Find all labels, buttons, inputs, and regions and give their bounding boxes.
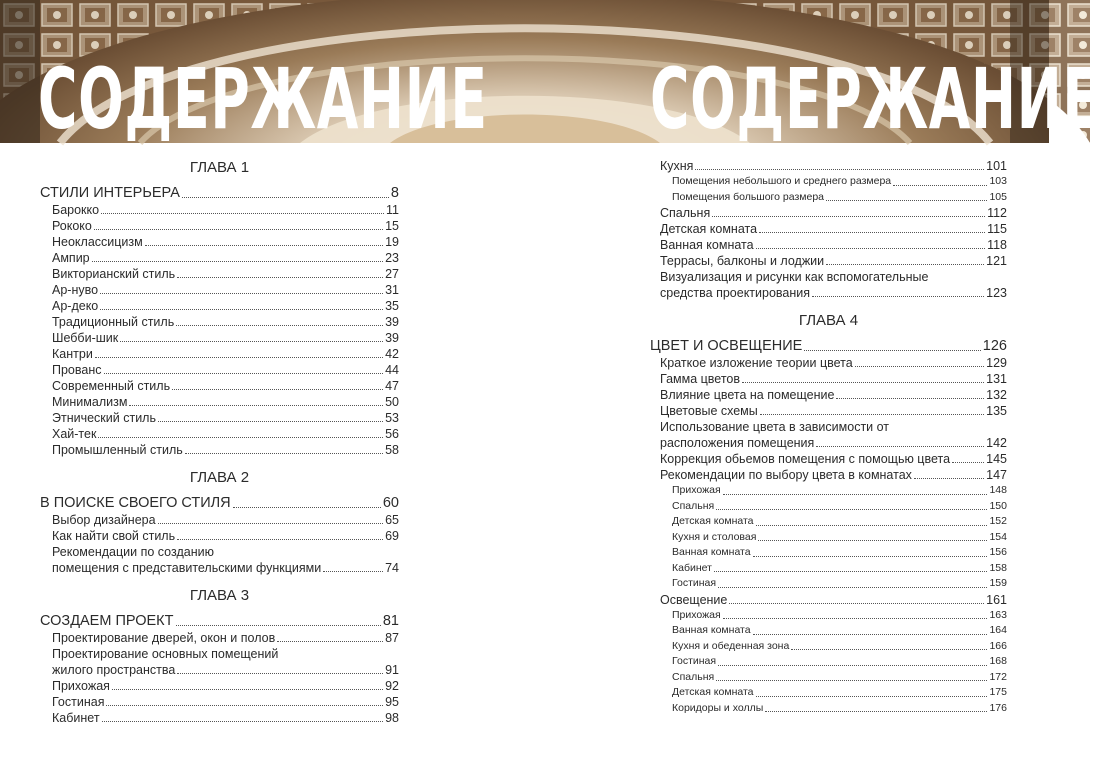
entry-title: Традиционный стиль	[52, 315, 175, 329]
dot-leader	[723, 618, 988, 619]
toc-entry[interactable]	[40, 560, 399, 576]
entry-title: Помещения небольшого и среднего размера	[672, 175, 892, 187]
dot-leader	[718, 587, 987, 588]
entry-page: 39	[385, 331, 399, 345]
toc-entry[interactable]	[650, 371, 1007, 387]
entry-page: 126	[982, 338, 1007, 354]
entry-page: 91	[385, 663, 399, 677]
entry-title: помещения с представительскими функциями	[52, 561, 322, 575]
entry-title: средства проектирования	[660, 286, 811, 300]
entry-page: 53	[385, 411, 399, 425]
entry-title: Кухня и столовая	[672, 530, 757, 543]
toc-subentry[interactable]	[650, 190, 1007, 206]
toc-subentry[interactable]	[650, 608, 1007, 624]
dot-leader	[177, 277, 383, 278]
dot-leader	[756, 696, 988, 697]
entry-title: Детская комната	[672, 686, 754, 698]
chapter-2-heading: ГЛАВА 2	[189, 469, 250, 486]
entry-page: 115	[987, 222, 1007, 236]
toc-entry[interactable]	[650, 403, 1007, 419]
dot-leader	[952, 462, 984, 463]
entry-page: 27	[385, 267, 399, 281]
dot-leader	[760, 414, 984, 415]
toc-entry[interactable]	[40, 330, 399, 346]
entry-page: 150	[989, 499, 1007, 512]
toc-entry[interactable]	[650, 285, 1007, 301]
dot-leader	[759, 232, 985, 233]
toc-entry[interactable]	[40, 218, 399, 234]
chapter-3-heading: ГЛАВА 3	[189, 587, 250, 604]
toc-entry[interactable]	[40, 630, 399, 646]
chapter-4-heading: ГЛАВА 4	[798, 312, 859, 329]
dot-leader	[812, 296, 984, 297]
toc-right-column	[650, 158, 1007, 716]
dot-leader	[695, 169, 984, 170]
toc-entry[interactable]	[650, 205, 1007, 221]
toc-subentry[interactable]	[650, 483, 1007, 499]
dot-leader	[233, 507, 381, 508]
dot-leader	[112, 689, 383, 690]
entry-title: Кантри	[52, 347, 93, 361]
dot-leader	[804, 350, 980, 351]
dot-leader	[753, 556, 988, 557]
entry-title: Гостиная	[672, 655, 717, 667]
dot-leader	[104, 373, 384, 374]
entry-title: Ар-деко	[52, 299, 99, 313]
entry-page: 129	[986, 356, 1007, 370]
dot-leader	[106, 705, 383, 706]
toc-entry[interactable]	[40, 314, 399, 330]
dot-leader	[323, 571, 383, 572]
entry-title: Террасы, балконы и лоджии	[660, 254, 825, 268]
entry-title: Детская комната	[660, 222, 758, 236]
toc-entry[interactable]	[650, 253, 1007, 269]
toc-entry[interactable]	[650, 435, 1007, 451]
entry-title: Рококо	[52, 219, 92, 233]
entry-title: Кухня	[660, 159, 694, 173]
toc-entry[interactable]	[40, 298, 399, 314]
toc-subentry[interactable]	[650, 561, 1007, 577]
entry-title: Барокко	[52, 203, 100, 217]
entry-title: Проектирование дверей, окон и полов	[52, 631, 276, 645]
toc-subentry[interactable]	[650, 499, 1007, 515]
dot-leader	[816, 446, 984, 447]
toc-entry-line1[interactable]: Использование цвета в зависимости от	[660, 420, 890, 434]
entry-page: 154	[989, 530, 1007, 543]
dot-leader	[182, 197, 389, 198]
entry-page: 44	[385, 363, 399, 377]
entry-page: 101	[986, 159, 1007, 173]
entry-page: 168	[989, 655, 1007, 667]
entry-title: Шебби-шик	[52, 331, 119, 345]
dot-leader	[723, 494, 988, 495]
entry-page: 65	[385, 513, 399, 527]
entry-title: Спальня	[672, 670, 715, 683]
entry-page: 8	[390, 185, 399, 201]
entry-page: 158	[989, 561, 1007, 574]
entry-title: Гостиная	[672, 577, 717, 589]
toc-entry[interactable]	[40, 426, 399, 442]
toc-entry[interactable]	[40, 512, 399, 528]
entry-title: Краткое изложение теории цвета	[660, 356, 853, 370]
toc-entry[interactable]	[650, 158, 1007, 174]
dot-leader	[94, 229, 383, 230]
entry-title: Ампир	[52, 251, 90, 265]
entry-title: Помещения большого размера	[672, 190, 825, 203]
toc-chapter-entry[interactable]	[650, 337, 1007, 355]
entry-page: 60	[382, 495, 399, 511]
entry-page: 15	[385, 219, 399, 233]
toc-entry[interactable]	[40, 362, 399, 378]
dot-leader	[791, 649, 987, 650]
toc-left-column	[40, 158, 399, 726]
dot-leader	[729, 603, 984, 604]
entry-title: Гамма цветов	[660, 372, 741, 386]
entry-page: 69	[385, 529, 399, 543]
toc-chapter-entry[interactable]	[40, 494, 399, 512]
dot-leader	[177, 539, 383, 540]
toc-entry[interactable]	[650, 592, 1007, 608]
entry-page: 105	[989, 190, 1007, 203]
dot-leader	[95, 357, 383, 358]
toc-entry[interactable]	[40, 282, 399, 298]
entry-page: 135	[986, 404, 1007, 418]
entry-title: жилого пространства	[52, 663, 176, 677]
dot-leader	[742, 382, 984, 383]
entry-page: 159	[989, 577, 1007, 589]
toc-entry-line1[interactable]: Рекомендации по созданию	[52, 545, 214, 559]
dot-leader	[172, 389, 383, 390]
entry-page: 156	[989, 546, 1007, 558]
dot-leader	[716, 680, 987, 681]
dot-leader	[756, 248, 986, 249]
toc-entry[interactable]	[40, 528, 399, 544]
entry-page: 35	[385, 299, 399, 313]
entry-page: 163	[989, 608, 1007, 621]
dot-leader	[714, 571, 988, 572]
dot-leader	[177, 673, 383, 674]
toc-subentry[interactable]	[650, 654, 1007, 670]
entry-title: Ванная комната	[672, 624, 751, 636]
dot-leader	[836, 398, 984, 399]
entry-page: 164	[989, 624, 1007, 636]
entry-title: Неоклассицизм	[52, 235, 143, 249]
dot-leader	[893, 185, 987, 186]
ceiling-banner	[0, 0, 1100, 148]
entry-title: Выбор дизайнера	[52, 513, 156, 527]
entry-title: Промышленный стиль	[52, 443, 183, 457]
dot-leader	[98, 437, 383, 438]
dot-leader	[145, 245, 383, 246]
toc-subentry[interactable]	[650, 685, 1007, 701]
toc-subentry[interactable]	[650, 530, 1007, 546]
dot-leader	[758, 540, 987, 541]
entry-title: ЦВЕТ И ОСВЕЩЕНИЕ	[650, 338, 803, 354]
toc-entry[interactable]	[40, 234, 399, 250]
dot-leader	[756, 525, 988, 526]
dot-leader	[826, 264, 984, 265]
dot-leader	[914, 478, 984, 479]
toc-entry[interactable]	[40, 378, 399, 394]
entry-page: 31	[385, 283, 399, 297]
entry-page: 58	[385, 443, 399, 457]
entry-title: Прихожая	[52, 679, 110, 693]
entry-title: Спальня	[672, 499, 715, 512]
entry-title: Детская комната	[672, 515, 754, 527]
dot-leader	[712, 216, 985, 217]
entry-page: 95	[385, 695, 399, 709]
entry-page: 131	[986, 372, 1007, 386]
entry-title: Этнический стиль	[52, 411, 156, 425]
dot-leader	[129, 405, 383, 406]
toc-chapter-entry[interactable]	[40, 612, 399, 630]
entry-page: 142	[986, 436, 1007, 450]
entry-title: Влияние цвета на помещение	[660, 388, 835, 402]
toc-subentry[interactable]	[650, 514, 1007, 530]
toc-entry[interactable]	[650, 451, 1007, 467]
contents-title-left: СОДЕРЖАНИЕ	[38, 50, 488, 148]
toc-entry[interactable]	[40, 710, 399, 726]
entry-page: 74	[385, 561, 399, 575]
entry-page: 152	[989, 515, 1007, 527]
toc-entry-line1[interactable]: Визуализация и рисунки как вспомогательные	[660, 270, 929, 284]
toc-entry[interactable]	[40, 662, 399, 678]
entry-page: 175	[989, 686, 1007, 698]
entry-page: 148	[989, 484, 1007, 496]
entry-title: Освещение	[660, 592, 728, 607]
entry-page: 118	[987, 238, 1007, 252]
entry-title: Минимализм	[52, 395, 128, 409]
toc-entry[interactable]	[40, 346, 399, 362]
entry-title: Ар-нуво	[52, 283, 99, 297]
entry-title: Рекомендации по выбору цвета в комнатах	[660, 468, 912, 482]
dot-leader	[101, 213, 384, 214]
entry-title: Прихожая	[672, 608, 721, 621]
entry-page: 132	[986, 388, 1007, 402]
toc-entry[interactable]	[40, 266, 399, 282]
dot-leader	[826, 200, 987, 201]
entry-title: Гостиная	[52, 695, 105, 709]
toc-entry[interactable]	[40, 394, 399, 410]
entry-page: 47	[385, 379, 399, 393]
entry-title: Спальня	[660, 206, 711, 220]
entry-title: СОЗДАЕМ ПРОЕКТ	[40, 613, 174, 629]
dot-leader	[855, 366, 984, 367]
toc-subentry[interactable]	[650, 174, 1007, 190]
toc-chapter-entry[interactable]	[40, 184, 399, 202]
entry-title: Кабинет	[52, 711, 100, 725]
chapter-1-heading: ГЛАВА 1	[189, 159, 250, 176]
toc-subentry[interactable]	[650, 576, 1007, 592]
toc-subentry[interactable]	[650, 545, 1007, 561]
entry-title: Цветовые схемы	[660, 404, 758, 418]
entry-title: Викторианский стиль	[52, 267, 176, 281]
entry-page: 161	[986, 592, 1007, 607]
dot-leader	[120, 341, 383, 342]
dot-leader	[100, 293, 383, 294]
toc-subentry[interactable]	[650, 623, 1007, 639]
dot-leader	[158, 523, 384, 524]
entry-title: Хай-тек	[52, 427, 97, 441]
entry-page: 23	[385, 251, 399, 265]
dot-leader	[158, 421, 383, 422]
toc-entry[interactable]	[650, 355, 1007, 371]
entry-page: 123	[986, 286, 1007, 300]
toc-subentry[interactable]	[650, 701, 1007, 717]
toc-subentry[interactable]	[650, 639, 1007, 655]
toc-entry[interactable]	[40, 694, 399, 710]
toc-entry[interactable]	[40, 250, 399, 266]
entry-page: 98	[385, 711, 399, 725]
entry-page: 50	[385, 395, 399, 409]
entry-page: 39	[385, 315, 399, 329]
entry-page: 176	[989, 701, 1007, 714]
toc-entry[interactable]	[650, 387, 1007, 403]
entry-title: Прованс	[52, 363, 102, 377]
toc-entry[interactable]	[650, 467, 1007, 483]
entry-page: 87	[385, 631, 399, 645]
dot-leader	[92, 261, 383, 262]
entry-page: 147	[986, 468, 1007, 482]
dot-leader	[185, 453, 383, 454]
entry-title: Кухня и обеденная зона	[672, 639, 790, 652]
entry-title: Ванная комната	[672, 546, 751, 558]
dot-leader	[277, 641, 383, 642]
toc-entry[interactable]	[650, 237, 1007, 253]
entry-title: В ПОИСКЕ СВОЕГО СТИЛЯ	[40, 495, 231, 511]
dot-leader	[718, 665, 987, 666]
toc-entry-line1[interactable]: Проектирование основных помещений	[52, 647, 279, 661]
dot-leader	[716, 509, 987, 510]
toc-entry[interactable]	[40, 410, 399, 426]
entry-title: СТИЛИ ИНТЕРЬЕРА	[40, 185, 180, 201]
entry-page: 11	[386, 203, 399, 217]
entry-page: 103	[989, 175, 1007, 187]
entry-title: Кабинет	[672, 561, 712, 574]
entry-title: Коридоры и холлы	[672, 701, 764, 714]
dot-leader	[765, 711, 987, 712]
entry-page: 92	[385, 679, 399, 693]
entry-page: 81	[382, 613, 399, 629]
entry-page: 112	[987, 206, 1007, 220]
entry-page: 166	[989, 639, 1007, 652]
entry-title: Современный стиль	[52, 379, 171, 393]
entry-title: Коррекция обьемов помещения с помощью цвета	[660, 452, 951, 466]
entry-page: 145	[986, 452, 1007, 466]
toc-entry[interactable]	[40, 678, 399, 694]
toc-subentry[interactable]	[650, 670, 1007, 686]
toc-entry[interactable]	[40, 442, 399, 458]
entry-title: расположения помещения	[660, 436, 815, 450]
entry-title: Прихожая	[672, 484, 721, 496]
entry-page: 19	[385, 235, 399, 249]
entry-page: 56	[385, 427, 399, 441]
dot-leader	[753, 634, 988, 635]
entry-page: 121	[986, 254, 1007, 268]
dot-leader	[176, 325, 383, 326]
entry-page: 172	[989, 670, 1007, 683]
toc-entry[interactable]	[40, 202, 399, 218]
dot-leader	[100, 309, 383, 310]
toc-entry[interactable]	[650, 221, 1007, 237]
contents-title-right: СОДЕРЖАНИЕ	[650, 50, 1100, 148]
dot-leader	[176, 625, 381, 626]
entry-title: Как найти свой стиль	[52, 529, 176, 543]
entry-title: Ванная комната	[660, 238, 754, 252]
dot-leader	[102, 721, 384, 722]
entry-page: 42	[385, 347, 399, 361]
